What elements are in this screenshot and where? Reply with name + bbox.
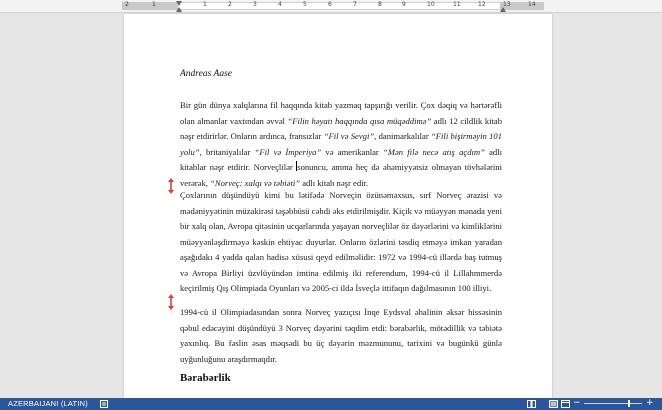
ruler-tick: 14 bbox=[528, 1, 536, 8]
zoom-in-button[interactable]: + bbox=[646, 398, 654, 408]
ruler-tick: 4 bbox=[278, 1, 282, 8]
ruler-left-margin[interactable] bbox=[122, 2, 178, 10]
zoom-slider-handle[interactable] bbox=[628, 400, 630, 407]
book-title: “Fil və İmperiya” bbox=[254, 146, 322, 157]
ruler-tick: 2 bbox=[228, 1, 232, 8]
language-indicator[interactable]: AZERBAIJANI (LATIN) bbox=[8, 399, 88, 408]
ruler-tick: 5 bbox=[303, 1, 307, 8]
book-title: “Norveç: xalqı və təbiəti” bbox=[210, 177, 301, 188]
book-title: “Filin həyatı haqqında qısa müqəddimə” bbox=[287, 115, 432, 126]
document-page[interactable] bbox=[124, 14, 552, 398]
book-title: “Fili bişirməyin 101 yolu” bbox=[180, 131, 502, 157]
ruler-tick: 11 bbox=[453, 1, 461, 8]
ruler-tick: 12 bbox=[478, 1, 486, 8]
ruler-tick: 1 bbox=[152, 1, 156, 8]
text-run: adlı kitablar nəşr etdirir. Norveçlilər bbox=[180, 146, 502, 172]
macro-record-icon[interactable] bbox=[100, 400, 108, 408]
left-indent-marker[interactable] bbox=[176, 7, 182, 12]
first-line-indent-marker[interactable] bbox=[176, 1, 182, 6]
ruler-tick: 10 bbox=[427, 1, 435, 8]
text-run: Bir gün dünya xalqlarına fil haqqında kitab yazmaq tapşırığı verilir. Çox dəqiq və hərtərəfli olan almanlar vaxtından əvvəl bbox=[180, 100, 502, 126]
book-title: “Fil və Sevgi” bbox=[323, 131, 375, 141]
book-title: “Mən filə necə atış açdım” bbox=[383, 146, 485, 157]
print-layout-icon[interactable] bbox=[549, 400, 558, 408]
text-run: sonuncu, amma heç də əhəmiyyətsiz olmayan tövhələrini verərək, bbox=[180, 162, 502, 188]
ruler-tick: 9 bbox=[402, 1, 406, 8]
ruler-tick: 3 bbox=[253, 1, 257, 8]
zoom-slider[interactable] bbox=[584, 403, 642, 404]
paragraph-3[interactable]: 1994-cü il Olimpiadasından sonra Norveç yazıçısı İnqe Eydsval əhalinin əksər hissəsinin qəbul edəcəyini düşündüyü 3 Norveç dəyərini təqdim etdi: bərabərlik, mötədillik və təbiətə yaxınlıq. Bu fəslin əsas məqsədi bu üç dəyərin məzmununu, tarixini və bugünkü günlə uyğunluğunu araşdırmaqdır. bbox=[180, 307, 502, 364]
paragraph-1[interactable] bbox=[180, 98, 502, 191]
paragraph-2[interactable]: Çoxlarının düşündüyü kimi bu lətifədə Norveçin özünəməxsus, sırf Norveç ərazisi və mədəniyyətinin müzakirəsi təşəbbüsü cəhdi əks etdirilmişdir. Kiçik və müəyyən mənada yeni bir xalq olan, Avropa qitəsinin ucqarlarında yaşayan norveçlilər öz dəyərlərini və kimliklərini müəyyənləşdirməyə kəskin ehtiyac duyurlar. Onların özlərini təsdiq etməyə imkan yaradan aşağıdakı 4 yadda qalan hadisə xüsusi qeyd edilməlidir: 1972 və 1994-cü illərdə baş tutmuş və Avropa Birliyi üzvlüyündən imtina edilmiş iki referendum, 1994-cü il Lillahmmerdə keçirilmiş Qış Olimpiada Oyunları və 2005-ci ildə İsveçlə ittifaqın dağılmasının 100 illiyi. bbox=[180, 190, 502, 293]
section-heading[interactable]: Bərabərlik bbox=[180, 372, 231, 384]
ruler-tick: 13 bbox=[503, 1, 511, 8]
horizontal-ruler[interactable] bbox=[0, 0, 662, 13]
zoom-out-button[interactable]: − bbox=[573, 398, 581, 408]
ruler-tick: 2 bbox=[125, 1, 129, 8]
right-indent-marker[interactable] bbox=[500, 7, 506, 12]
text-run: adlı 12 cildlik kitab nəşr etdirirlər. Onların ardınca, fransızlar bbox=[180, 115, 502, 141]
author-name: Andreas Aase bbox=[180, 69, 232, 79]
status-bar bbox=[0, 398, 662, 410]
ruler-tick: 7 bbox=[353, 1, 357, 8]
ruler-tick: 6 bbox=[328, 1, 332, 8]
spacing-arrow-icon bbox=[167, 294, 175, 310]
text-run: və amerikanlar bbox=[321, 146, 384, 157]
text-run: adlı kitab nəşr edir. bbox=[300, 177, 369, 188]
ruler-tick: 8 bbox=[378, 1, 382, 8]
text-run: , britaniyalılar bbox=[199, 146, 255, 157]
text-run: , danimarkalılar bbox=[374, 131, 432, 141]
spacing-arrow-icon bbox=[167, 178, 175, 194]
web-layout-icon[interactable] bbox=[561, 400, 570, 408]
ruler-tick: 1 bbox=[203, 1, 207, 8]
read-mode-icon[interactable] bbox=[527, 400, 536, 408]
